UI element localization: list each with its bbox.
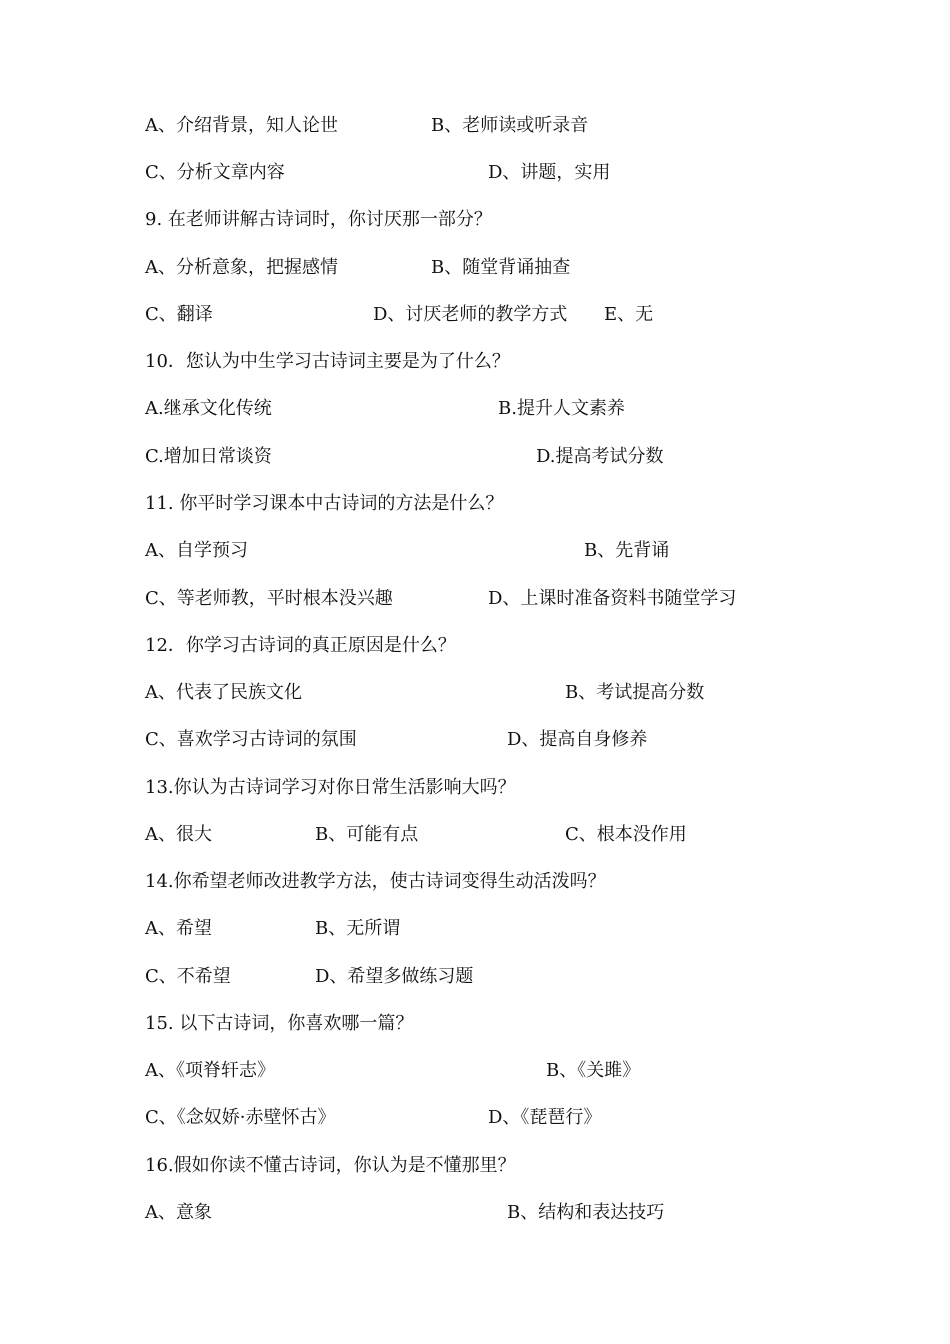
option-c: C、根本没作用: [565, 824, 687, 845]
option-d: D、上课时准备资料书随堂学习: [488, 588, 737, 609]
option-a: A、希望: [145, 918, 212, 939]
option-b: B、可能有点: [315, 824, 419, 845]
option-c: C、翻译: [145, 304, 213, 325]
option-a: A、很大: [145, 824, 212, 845]
option-d: D、讨厌老师的教学方式: [373, 304, 568, 325]
option-b: B.提升人文素养: [498, 398, 625, 419]
option-b: B、随堂背诵抽查: [431, 257, 571, 278]
option-a: A、《项脊轩志》: [145, 1060, 275, 1081]
option-d: D、希望多做练习题: [315, 966, 474, 987]
option-d: D.提高考试分数: [536, 446, 664, 467]
question-16: 16.假如你读不懂古诗词，你认为是不懂那里？: [145, 1155, 516, 1176]
option-a: A、自学预习: [145, 540, 248, 561]
option-c: C、等老师教，平时根本没兴趣: [145, 588, 393, 609]
option-b: B、结构和表达技巧: [507, 1202, 665, 1223]
option-a: A、介绍背景，知人论世: [145, 115, 338, 136]
option-e: E、无: [604, 304, 654, 325]
option-b: B、先背诵: [584, 540, 670, 561]
option-b: B、《关雎》: [546, 1060, 641, 1081]
option-c: C、《念奴娇·赤壁怀古》: [145, 1107, 336, 1128]
question-11: 11. 你平时学习课本中古诗词的方法是什么？: [145, 493, 504, 514]
option-b: B、老师读或听录音: [431, 115, 589, 136]
option-d: D、讲题，实用: [488, 162, 611, 183]
question-9: 9. 在老师讲解古诗词时，你讨厌那一部分？: [145, 209, 492, 230]
option-c: C、分析文章内容: [145, 162, 285, 183]
option-b: B、无所谓: [315, 918, 401, 939]
option-c: C、喜欢学习古诗词的氛围: [145, 729, 357, 750]
question-12: 12．你学习古诗词的真正原因是什么？: [145, 635, 456, 656]
option-d: D、提高自身修养: [507, 729, 648, 750]
option-c: C、不希望: [145, 966, 231, 987]
question-15: 15. 以下古诗词，你喜欢哪一篇？: [145, 1013, 414, 1034]
question-10: 10．您认为中生学习古诗词主要是为了什么？: [145, 351, 510, 372]
option-d: D、《琵琶行》: [488, 1107, 602, 1128]
question-14: 14.你希望老师改进教学方法，使古诗词变得生动活泼吗？: [145, 871, 606, 892]
option-a: A、代表了民族文化: [145, 682, 302, 703]
option-a: A、分析意象，把握感情: [145, 257, 338, 278]
option-b: B、考试提高分数: [565, 682, 705, 703]
option-a: A、意象: [145, 1202, 212, 1223]
question-13: 13.你认为古诗词学习对你日常生活影响大吗？: [145, 777, 516, 798]
option-c: C.增加日常谈资: [145, 446, 272, 467]
option-a: A.继承文化传统: [145, 398, 272, 419]
